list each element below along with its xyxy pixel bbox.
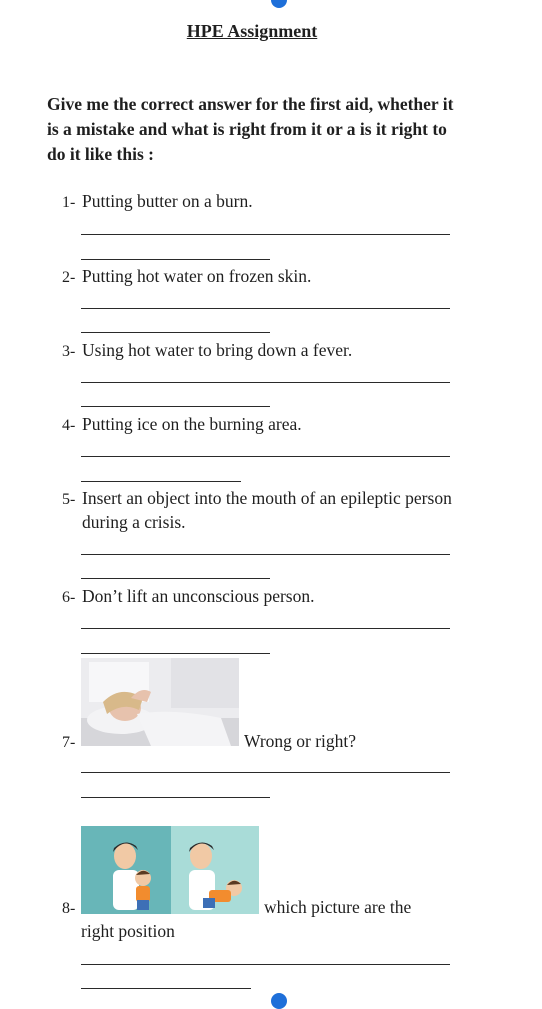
question-7: [62, 729, 357, 755]
answer-line[interactable]: [81, 772, 450, 773]
question-text: Putting butter on a burn.: [82, 191, 253, 211]
question-text: Wrong or right?: [244, 731, 357, 751]
question-1: [62, 189, 253, 215]
answer-line[interactable]: [81, 988, 251, 989]
question-number: 3-: [62, 343, 76, 360]
child-choking-illustration: [81, 826, 259, 914]
question-number: 8-: [62, 900, 76, 917]
question-number: 2-: [62, 269, 76, 286]
answer-line[interactable]: [81, 964, 450, 965]
answer-line[interactable]: [81, 406, 270, 407]
question-8: [62, 895, 412, 921]
answer-line[interactable]: [81, 308, 450, 309]
answer-line[interactable]: [81, 332, 270, 333]
woman-nosebleed-photo: [81, 658, 239, 746]
question-6: [62, 584, 315, 610]
question-number: 1-: [62, 194, 76, 211]
answer-line[interactable]: [81, 456, 450, 457]
answer-line[interactable]: [81, 653, 270, 654]
question-4: [62, 412, 302, 438]
answer-line[interactable]: [81, 481, 241, 482]
question-text: Putting hot water on frozen skin.: [82, 266, 312, 286]
question-text: right position: [81, 921, 175, 941]
question-3: [62, 338, 353, 364]
question-text: which picture are the: [264, 897, 412, 917]
page-title: HPE Assignment: [186, 21, 318, 41]
question-text: Putting ice on the burning area.: [82, 414, 302, 434]
instructions-text: Give me the correct answer for the first aid, whether it is a mistake and what is right from it or a is it right to do it like this :: [47, 94, 454, 164]
answer-line[interactable]: [81, 382, 450, 383]
question-5: [62, 486, 452, 532]
question-number: 5-: [62, 491, 76, 508]
question-text: Using hot water to bring down a fever.: [82, 340, 353, 360]
answer-line[interactable]: [81, 628, 450, 629]
question-2: [62, 264, 312, 290]
question-text: Don’t lift an unconscious person.: [82, 586, 315, 606]
answer-line[interactable]: [81, 234, 450, 235]
selection-handle-top[interactable]: [271, 0, 287, 8]
question-number: 7-: [62, 734, 76, 751]
answer-line[interactable]: [81, 259, 270, 260]
question-number: 6-: [62, 589, 76, 606]
selection-handle-bottom[interactable]: [271, 993, 287, 1009]
question-number: 4-: [62, 417, 76, 434]
question-text: Insert an object into the mouth of an epileptic person during a crisis.: [82, 488, 452, 532]
question-8-continued: [81, 919, 175, 943]
answer-line[interactable]: [81, 797, 270, 798]
answer-line[interactable]: [81, 554, 450, 555]
answer-line[interactable]: [81, 578, 270, 579]
